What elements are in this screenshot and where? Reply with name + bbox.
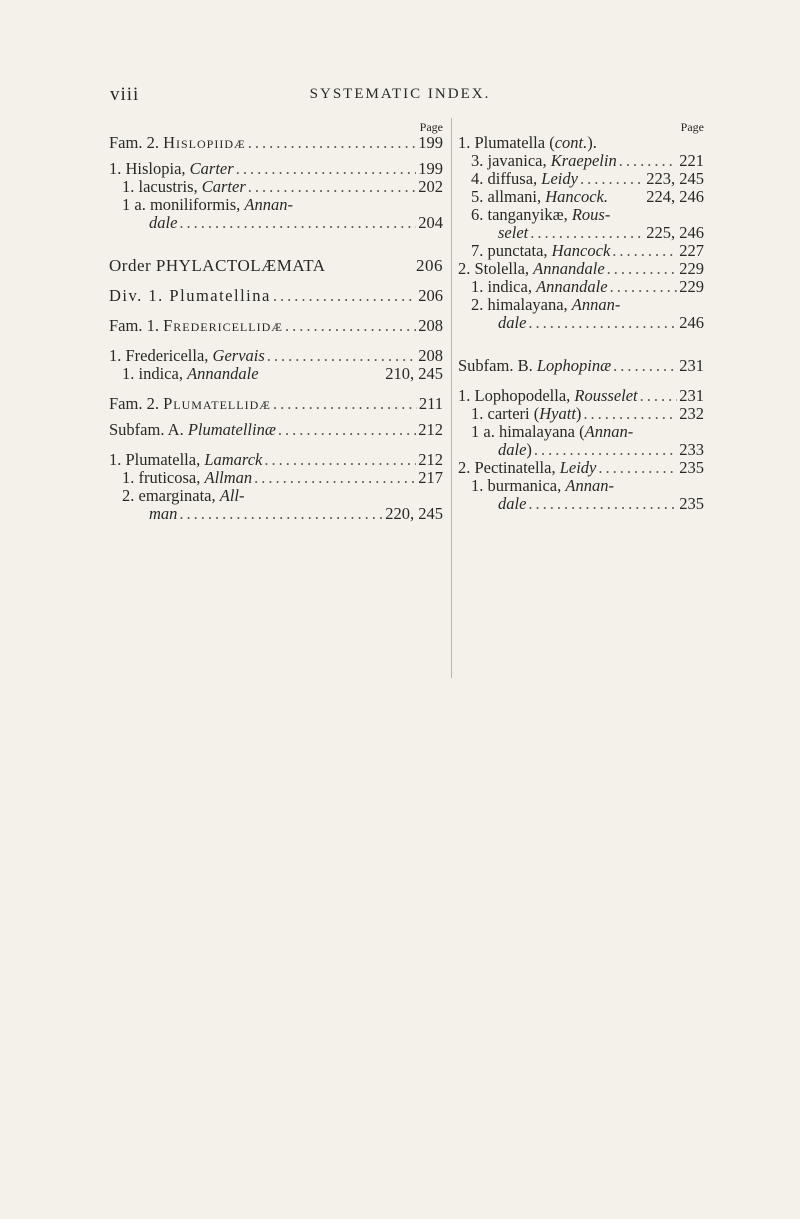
index-entry: Order PHYLACTOLÆMATA 206: [109, 256, 443, 275]
right-column: [458, 118, 704, 513]
index-entry-continued: dale ..... 235: [458, 495, 704, 513]
index-entry: 1. indica, Annandale ..... 229: [458, 278, 704, 296]
index-entry: 2. himalayana, Annan-: [471, 295, 621, 314]
index-entry: 1. lacustris, Carter ..... 202: [109, 178, 443, 196]
left-column: [109, 118, 443, 523]
index-entry: 4. diffusa, Leidy ..... 223, 245: [458, 170, 704, 188]
page-label: Page: [419, 120, 443, 134]
index-entry-continued: dale ..... 204: [109, 214, 443, 232]
column-divider: [451, 118, 452, 678]
index-entry: 1. indica, Annandale 210, 245: [122, 364, 443, 383]
index-entry: 1. Lophopodella, Rousselet ..... 231: [458, 387, 704, 405]
index-entry: 1. Plumatella (cont.).: [458, 133, 597, 152]
index-entry-continued: dale) ..... 233: [458, 441, 704, 459]
index-entry: 6. tanganyikæ, Rous-: [471, 205, 611, 224]
index-entry: 5. allmani, Hancock. 224, 246: [471, 187, 704, 206]
index-entry: 1. Fredericella, Gervais ..... 208: [109, 347, 443, 365]
index-entry: 1. burmanica, Annan-: [471, 476, 614, 495]
page-number: viii: [110, 84, 140, 105]
index-entry: Fam. 2. Hislopiidæ ..... 199: [109, 134, 443, 152]
index-entry: 1. fruticosa, Allman ..... 217: [109, 469, 443, 487]
index-entry: Fam. 2. Plumatellidæ ..... 211: [109, 395, 443, 413]
index-entry: 1. carteri (Hyatt) ..... 232: [458, 405, 704, 423]
index-entry-continued: dale ..... 246: [458, 314, 704, 332]
index-entry: 2. Pectinatella, Leidy ..... 235: [458, 459, 704, 477]
index-entry: Div. 1. Plumatellina ..... 206: [109, 287, 443, 305]
index-entry: 3. javanica, Kraepelin ..... 221: [458, 152, 704, 170]
index-entry: 2. emarginata, All-: [122, 486, 245, 505]
page-title: SYSTEMATIC INDEX.: [309, 86, 491, 102]
index-entry: 1 a. moniliformis, Annan-: [122, 195, 293, 214]
index-entry: Subfam. A. Plumatellinæ ..... 212: [109, 421, 443, 439]
page-label: Page: [680, 120, 704, 134]
index-entry: 1. Hislopia, Carter ..... 199: [109, 160, 443, 178]
index-entry-continued: man ..... 220, 245: [109, 505, 443, 523]
index-entry-continued: selet ..... 225, 246: [458, 224, 704, 242]
running-header: [0, 84, 800, 108]
index-entry: 1 a. himalayana (Annan-: [471, 422, 634, 441]
index-entry: 7. punctata, Hancock ..... 227: [458, 242, 704, 260]
index-entry: 2. Stolella, Annandale ..... 229: [458, 260, 704, 278]
index-entry: Subfam. B. Lophopinæ ..... 231: [458, 357, 704, 375]
index-entry: Fam. 1. Fredericellidæ ..... 208: [109, 317, 443, 335]
index-entry: 1. Plumatella, Lamarck ..... 212: [109, 451, 443, 469]
